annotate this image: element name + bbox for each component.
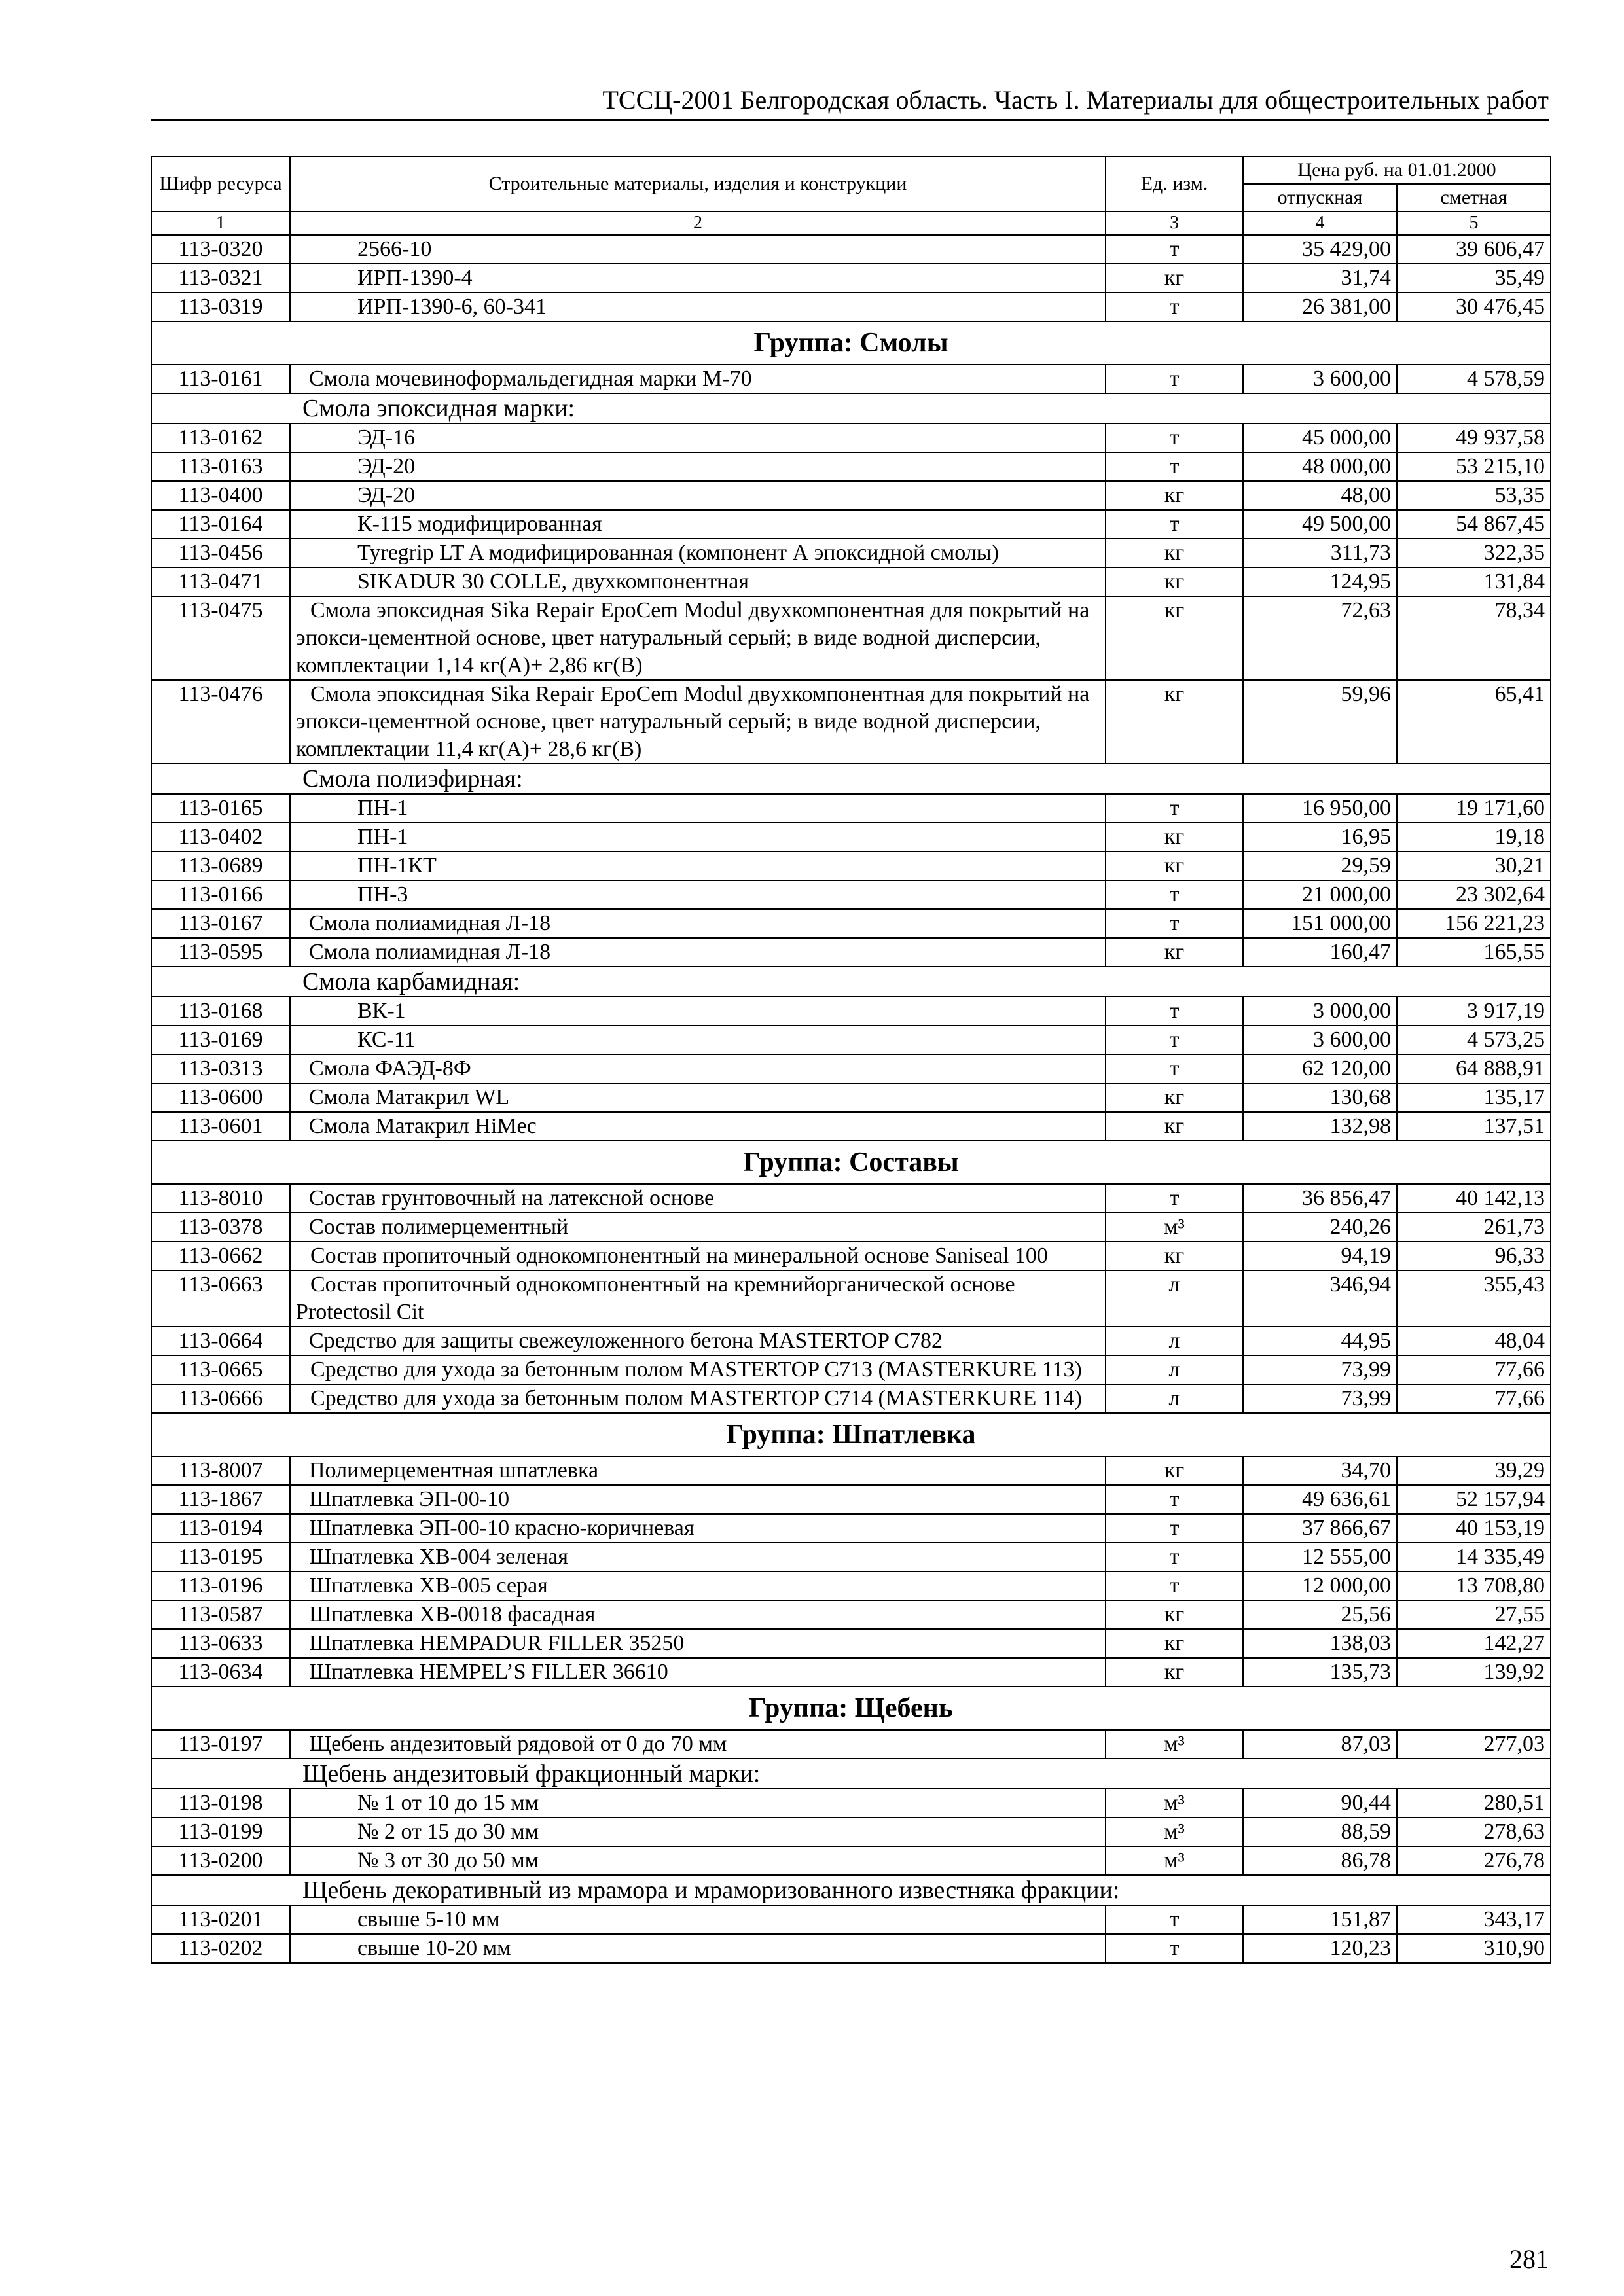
resource-code: 113-0601 xyxy=(151,1112,290,1141)
release-price: 29,59 xyxy=(1243,852,1397,880)
table-row xyxy=(151,823,1551,852)
release-price: 151,87 xyxy=(1243,1905,1397,1934)
unit-cell: л xyxy=(1106,1327,1243,1355)
release-price: 48,00 xyxy=(1243,481,1397,510)
resource-code: 113-0162 xyxy=(151,423,290,452)
estimate-price: 53,35 xyxy=(1397,481,1551,510)
estimate-price: 135,17 xyxy=(1397,1083,1551,1112)
release-price: 94,19 xyxy=(1243,1242,1397,1270)
material-name: ПН-1 xyxy=(290,823,1106,852)
table-row xyxy=(151,1184,1551,1213)
release-price: 87,03 xyxy=(1243,1730,1397,1759)
material-name: Средство для ухода за бетонным полом MASTERTOP C713 (MASTERKURE 113) xyxy=(290,1355,1106,1384)
resource-code: 113-0163 xyxy=(151,452,290,481)
resource-code: 113-0663 xyxy=(151,1270,290,1327)
release-price: 34,70 xyxy=(1243,1456,1397,1485)
estimate-price: 78,34 xyxy=(1397,596,1551,680)
estimate-price: 139,92 xyxy=(1397,1658,1551,1687)
subgroup-row xyxy=(151,1875,1551,1905)
subgroup-row xyxy=(151,764,1551,794)
table-row xyxy=(151,1789,1551,1818)
table-row xyxy=(151,1730,1551,1759)
subgroup-title: Смола полиэфирная: xyxy=(151,764,1551,794)
resource-code: 113-0164 xyxy=(151,510,290,539)
subgroup-title: Смола эпоксидная марки: xyxy=(151,393,1551,423)
unit-cell: т xyxy=(1106,1934,1243,1963)
table-row xyxy=(151,1242,1551,1270)
material-name: ПН-1КТ xyxy=(290,852,1106,880)
material-name: ПН-1 xyxy=(290,794,1106,823)
unit-cell: т xyxy=(1106,1905,1243,1934)
unit-cell: кг xyxy=(1106,680,1243,764)
estimate-price: 39 606,47 xyxy=(1397,235,1551,264)
estimate-price: 19,18 xyxy=(1397,823,1551,852)
unit-cell: т xyxy=(1106,1026,1243,1054)
table-row xyxy=(151,1846,1551,1875)
col-number: 4 xyxy=(1243,211,1397,235)
col-number: 1 xyxy=(151,211,290,235)
resource-code: 113-1867 xyxy=(151,1485,290,1514)
col-header-price: Цена руб. на 01.01.2000 xyxy=(1243,156,1551,184)
release-price: 90,44 xyxy=(1243,1789,1397,1818)
group-title: Группа: Щебень xyxy=(151,1687,1551,1730)
resource-code: 113-8007 xyxy=(151,1456,290,1485)
material-name: ПН-3 xyxy=(290,880,1106,909)
resource-code: 113-0476 xyxy=(151,680,290,764)
unit-cell: т xyxy=(1106,880,1243,909)
table-row xyxy=(151,1083,1551,1112)
material-name: Шпатлевка ХВ-004 зеленая xyxy=(290,1543,1106,1571)
release-price: 12 000,00 xyxy=(1243,1571,1397,1600)
material-name: Смола эпоксидная Sika Repair EpoCem Modul двухкомпонентная для покрытий на эпокси-цементной основе, цвет натуральный серый; в виде водной дисперсии, комплектации 11,4 кг(А)+ 28,6 кг(В) xyxy=(290,680,1106,764)
unit-cell: т xyxy=(1106,909,1243,938)
col-header-unit: Ед. изм. xyxy=(1106,156,1243,211)
release-price: 88,59 xyxy=(1243,1818,1397,1846)
resource-code: 113-0197 xyxy=(151,1730,290,1759)
material-name: Состав полимерцементный xyxy=(290,1213,1106,1242)
estimate-price: 64 888,91 xyxy=(1397,1054,1551,1083)
table-row xyxy=(151,365,1551,393)
unit-cell: кг xyxy=(1106,1658,1243,1687)
price-table xyxy=(151,156,1551,1964)
resource-code: 113-0456 xyxy=(151,539,290,567)
release-price: 45 000,00 xyxy=(1243,423,1397,452)
resource-code: 113-0200 xyxy=(151,1846,290,1875)
resource-code: 113-0169 xyxy=(151,1026,290,1054)
estimate-price: 165,55 xyxy=(1397,938,1551,967)
unit-cell: кг xyxy=(1106,264,1243,293)
subgroup-row xyxy=(151,393,1551,423)
unit-cell: т xyxy=(1106,1543,1243,1571)
group-title: Группа: Смолы xyxy=(151,321,1551,365)
estimate-price: 156 221,23 xyxy=(1397,909,1551,938)
estimate-price: 343,17 xyxy=(1397,1905,1551,1934)
material-name: Шпатлевка HEMPEL’S FILLER 36610 xyxy=(290,1658,1106,1687)
document-title: ТССЦ-2001 Белгородская область. Часть I. Материалы для общестроительных работ xyxy=(602,85,1549,115)
resource-code: 113-0595 xyxy=(151,938,290,967)
release-price: 73,99 xyxy=(1243,1355,1397,1384)
resource-code: 113-0194 xyxy=(151,1514,290,1543)
resource-code: 113-0320 xyxy=(151,235,290,264)
resource-code: 113-0633 xyxy=(151,1629,290,1658)
estimate-price: 4 578,59 xyxy=(1397,365,1551,393)
resource-code: 113-0201 xyxy=(151,1905,290,1934)
estimate-price: 280,51 xyxy=(1397,1789,1551,1818)
release-price: 72,63 xyxy=(1243,596,1397,680)
estimate-price: 96,33 xyxy=(1397,1242,1551,1270)
resource-code: 113-0198 xyxy=(151,1789,290,1818)
table-row xyxy=(151,264,1551,293)
material-name: Смола мочевиноформальдегидная марки М-70 xyxy=(290,365,1106,393)
estimate-price: 77,66 xyxy=(1397,1355,1551,1384)
estimate-price: 355,43 xyxy=(1397,1270,1551,1327)
estimate-price: 13 708,80 xyxy=(1397,1571,1551,1600)
unit-cell: кг xyxy=(1106,1629,1243,1658)
col-number: 2 xyxy=(290,211,1106,235)
estimate-price: 276,78 xyxy=(1397,1846,1551,1875)
resource-code: 113-0195 xyxy=(151,1543,290,1571)
table-row xyxy=(151,938,1551,967)
release-price: 124,95 xyxy=(1243,567,1397,596)
release-price: 37 866,67 xyxy=(1243,1514,1397,1543)
material-name: Смола Матакрил WL xyxy=(290,1083,1106,1112)
estimate-price: 65,41 xyxy=(1397,680,1551,764)
resource-code: 113-0202 xyxy=(151,1934,290,1963)
estimate-price: 49 937,58 xyxy=(1397,423,1551,452)
material-name: SIKADUR 30 COLLE, двухкомпонентная xyxy=(290,567,1106,596)
material-name: Полимерцементная шпатлевка xyxy=(290,1456,1106,1485)
unit-cell: т xyxy=(1106,1571,1243,1600)
estimate-price: 54 867,45 xyxy=(1397,510,1551,539)
material-name: ИРП-1390-6, 60-341 xyxy=(290,293,1106,321)
resource-code: 113-0161 xyxy=(151,365,290,393)
table-row xyxy=(151,1026,1551,1054)
estimate-price: 53 215,10 xyxy=(1397,452,1551,481)
release-price: 36 856,47 xyxy=(1243,1184,1397,1213)
resource-code: 113-0600 xyxy=(151,1083,290,1112)
unit-cell: т xyxy=(1106,1184,1243,1213)
material-name: Средство для ухода за бетонным полом MASTERTOP C714 (MASTERKURE 114) xyxy=(290,1384,1106,1413)
resource-code: 113-0662 xyxy=(151,1242,290,1270)
table-row xyxy=(151,1818,1551,1846)
unit-cell: кг xyxy=(1106,823,1243,852)
release-price: 135,73 xyxy=(1243,1658,1397,1687)
material-name: Смола полиамидная Л-18 xyxy=(290,938,1106,967)
material-name: Шпатлевка ХВ-005 серая xyxy=(290,1571,1106,1600)
material-name: № 2 от 15 до 30 мм xyxy=(290,1818,1106,1846)
resource-code: 113-0196 xyxy=(151,1571,290,1600)
estimate-price: 14 335,49 xyxy=(1397,1543,1551,1571)
material-name: ЭД-20 xyxy=(290,481,1106,510)
group-row xyxy=(151,1413,1551,1456)
material-name: 2566-10 xyxy=(290,235,1106,264)
table-row xyxy=(151,1384,1551,1413)
resource-code: 113-0165 xyxy=(151,794,290,823)
subgroup-title: Щебень андезитовый фракционный марки: xyxy=(151,1759,1551,1789)
release-price: 240,26 xyxy=(1243,1213,1397,1242)
release-price: 26 381,00 xyxy=(1243,293,1397,321)
group-row xyxy=(151,1687,1551,1730)
unit-cell: т xyxy=(1106,365,1243,393)
release-price: 3 600,00 xyxy=(1243,365,1397,393)
table-row xyxy=(151,1213,1551,1242)
unit-cell: т xyxy=(1106,510,1243,539)
release-price: 311,73 xyxy=(1243,539,1397,567)
table-row xyxy=(151,880,1551,909)
resource-code: 113-0665 xyxy=(151,1355,290,1384)
release-price: 31,74 xyxy=(1243,264,1397,293)
table-row xyxy=(151,539,1551,567)
table-row xyxy=(151,680,1551,764)
unit-cell: кг xyxy=(1106,539,1243,567)
release-price: 132,98 xyxy=(1243,1112,1397,1141)
release-price: 59,96 xyxy=(1243,680,1397,764)
resource-code: 113-8010 xyxy=(151,1184,290,1213)
material-name: № 1 от 10 до 15 мм xyxy=(290,1789,1106,1818)
unit-cell: л xyxy=(1106,1384,1243,1413)
subgroup-row xyxy=(151,967,1551,997)
release-price: 160,47 xyxy=(1243,938,1397,967)
group-row xyxy=(151,321,1551,365)
unit-cell: т xyxy=(1106,1485,1243,1514)
table-header xyxy=(151,156,1551,235)
unit-cell: кг xyxy=(1106,1083,1243,1112)
estimate-price: 40 153,19 xyxy=(1397,1514,1551,1543)
release-price: 120,23 xyxy=(1243,1934,1397,1963)
release-price: 21 000,00 xyxy=(1243,880,1397,909)
resource-code: 113-0321 xyxy=(151,264,290,293)
release-price: 25,56 xyxy=(1243,1600,1397,1629)
resource-code: 113-0634 xyxy=(151,1658,290,1687)
table-row xyxy=(151,452,1551,481)
material-name: Шпатлевка ХВ-0018 фасадная xyxy=(290,1600,1106,1629)
unit-cell: м³ xyxy=(1106,1846,1243,1875)
table-row xyxy=(151,481,1551,510)
release-price: 346,94 xyxy=(1243,1270,1397,1327)
material-name: Шпатлевка ЭП-00-10 xyxy=(290,1485,1106,1514)
estimate-price: 40 142,13 xyxy=(1397,1184,1551,1213)
estimate-price: 261,73 xyxy=(1397,1213,1551,1242)
estimate-price: 52 157,94 xyxy=(1397,1485,1551,1514)
subgroup-title: Щебень декоративный из мрамора и мраморизованного известняка фракции: xyxy=(151,1875,1551,1905)
unit-cell: м³ xyxy=(1106,1789,1243,1818)
table-row xyxy=(151,567,1551,596)
estimate-price: 35,49 xyxy=(1397,264,1551,293)
table-row xyxy=(151,1355,1551,1384)
release-price: 44,95 xyxy=(1243,1327,1397,1355)
estimate-price: 310,90 xyxy=(1397,1934,1551,1963)
release-price: 62 120,00 xyxy=(1243,1054,1397,1083)
unit-cell: м³ xyxy=(1106,1213,1243,1242)
group-title: Группа: Составы xyxy=(151,1141,1551,1184)
unit-cell: кг xyxy=(1106,1456,1243,1485)
unit-cell: кг xyxy=(1106,938,1243,967)
release-price: 49 636,61 xyxy=(1243,1485,1397,1514)
resource-code: 113-0689 xyxy=(151,852,290,880)
estimate-price: 4 573,25 xyxy=(1397,1026,1551,1054)
release-price: 35 429,00 xyxy=(1243,235,1397,264)
resource-code: 113-0666 xyxy=(151,1384,290,1413)
resource-code: 113-0587 xyxy=(151,1600,290,1629)
material-name: К-115 модифицированная xyxy=(290,510,1106,539)
release-price: 49 500,00 xyxy=(1243,510,1397,539)
estimate-price: 131,84 xyxy=(1397,567,1551,596)
estimate-price: 278,63 xyxy=(1397,1818,1551,1846)
subgroup-title: Смола карбамидная: xyxy=(151,967,1551,997)
table-row xyxy=(151,1270,1551,1327)
estimate-price: 19 171,60 xyxy=(1397,794,1551,823)
resource-code: 113-0199 xyxy=(151,1818,290,1846)
resource-code: 113-0166 xyxy=(151,880,290,909)
material-name: Шпатлевка HEMPADUR FILLER 35250 xyxy=(290,1629,1106,1658)
release-price: 130,68 xyxy=(1243,1083,1397,1112)
resource-code: 113-0475 xyxy=(151,596,290,680)
table-row xyxy=(151,293,1551,321)
material-name: КС-11 xyxy=(290,1026,1106,1054)
unit-cell: т xyxy=(1106,235,1243,264)
unit-cell: кг xyxy=(1106,481,1243,510)
estimate-price: 27,55 xyxy=(1397,1600,1551,1629)
resource-code: 113-0168 xyxy=(151,997,290,1026)
table-row xyxy=(151,1456,1551,1485)
table-row xyxy=(151,1054,1551,1083)
material-name: Щебень андезитовый рядовой от 0 до 70 мм xyxy=(290,1730,1106,1759)
release-price: 151 000,00 xyxy=(1243,909,1397,938)
release-price: 138,03 xyxy=(1243,1629,1397,1658)
table-body xyxy=(151,235,1551,1963)
material-name: ИРП-1390-4 xyxy=(290,264,1106,293)
material-name: Средство для защиты свежеуложенного бетона MASTERTOP C782 xyxy=(290,1327,1106,1355)
resource-code: 113-0319 xyxy=(151,293,290,321)
estimate-price: 48,04 xyxy=(1397,1327,1551,1355)
estimate-price: 30 476,45 xyxy=(1397,293,1551,321)
table-row xyxy=(151,909,1551,938)
col-header-release: отпускная xyxy=(1243,184,1397,211)
table-row xyxy=(151,1934,1551,1963)
table-row xyxy=(151,1543,1551,1571)
estimate-price: 137,51 xyxy=(1397,1112,1551,1141)
unit-cell: кг xyxy=(1106,852,1243,880)
release-price: 16,95 xyxy=(1243,823,1397,852)
material-name: Состав пропиточный однокомпонентный на минеральной основе Saniseal 100 xyxy=(290,1242,1106,1270)
unit-cell: т xyxy=(1106,1054,1243,1083)
table-row xyxy=(151,1327,1551,1355)
material-name: Смола полиамидная Л-18 xyxy=(290,909,1106,938)
table-row xyxy=(151,852,1551,880)
unit-cell: т xyxy=(1106,997,1243,1026)
resource-code: 113-0402 xyxy=(151,823,290,852)
table-row xyxy=(151,510,1551,539)
estimate-price: 77,66 xyxy=(1397,1384,1551,1413)
unit-cell: кг xyxy=(1106,1600,1243,1629)
material-name: Смола ФАЭД-8Ф xyxy=(290,1054,1106,1083)
material-name: Состав пропиточный однокомпонентный на кремнийорганической основе Protectosil Cit xyxy=(290,1270,1106,1327)
unit-cell: м³ xyxy=(1106,1818,1243,1846)
release-price: 73,99 xyxy=(1243,1384,1397,1413)
unit-cell: т xyxy=(1106,423,1243,452)
unit-cell: кг xyxy=(1106,1112,1243,1141)
resource-code: 113-0167 xyxy=(151,909,290,938)
estimate-price: 142,27 xyxy=(1397,1629,1551,1658)
estimate-price: 3 917,19 xyxy=(1397,997,1551,1026)
page-number: 281 xyxy=(1509,2244,1549,2274)
resource-code: 113-0471 xyxy=(151,567,290,596)
resource-code: 113-0664 xyxy=(151,1327,290,1355)
release-price: 16 950,00 xyxy=(1243,794,1397,823)
release-price: 86,78 xyxy=(1243,1846,1397,1875)
table-row xyxy=(151,794,1551,823)
unit-cell: л xyxy=(1106,1355,1243,1384)
estimate-price: 322,35 xyxy=(1397,539,1551,567)
table-row xyxy=(151,423,1551,452)
material-name: Смола Матакрил HiMec xyxy=(290,1112,1106,1141)
table-row xyxy=(151,1514,1551,1543)
release-price: 3 000,00 xyxy=(1243,997,1397,1026)
material-name: Состав грунтовочный на латексной основе xyxy=(290,1184,1106,1213)
material-name: Смола эпоксидная Sika Repair EpoCem Modul двухкомпонентная для покрытий на эпокси-цементной основе, цвет натуральный серый; в виде водной дисперсии, комплектации 1,14 кг(А)+ 2,86 кг(В) xyxy=(290,596,1106,680)
unit-cell: м³ xyxy=(1106,1730,1243,1759)
table-row xyxy=(151,1112,1551,1141)
material-name: Tyregrip LT A модифицированная (компонент А эпоксидной смолы) xyxy=(290,539,1106,567)
material-name: ЭД-16 xyxy=(290,423,1106,452)
estimate-price: 277,03 xyxy=(1397,1730,1551,1759)
resource-code: 113-0400 xyxy=(151,481,290,510)
col-header-estimate: сметная xyxy=(1397,184,1551,211)
material-name: свыше 10-20 мм xyxy=(290,1934,1106,1963)
subgroup-row xyxy=(151,1759,1551,1789)
resource-code: 113-0378 xyxy=(151,1213,290,1242)
table-row xyxy=(151,1905,1551,1934)
col-header-name: Строительные материалы, изделия и конструкции xyxy=(290,156,1106,211)
resource-code: 113-0313 xyxy=(151,1054,290,1083)
material-name: ЭД-20 xyxy=(290,452,1106,481)
release-price: 3 600,00 xyxy=(1243,1026,1397,1054)
table-row xyxy=(151,1629,1551,1658)
unit-cell: т xyxy=(1106,794,1243,823)
unit-cell: кг xyxy=(1106,1242,1243,1270)
release-price: 48 000,00 xyxy=(1243,452,1397,481)
unit-cell: т xyxy=(1106,1514,1243,1543)
unit-cell: кг xyxy=(1106,567,1243,596)
unit-cell: л xyxy=(1106,1270,1243,1327)
table-row xyxy=(151,596,1551,680)
material-name: ВК-1 xyxy=(290,997,1106,1026)
group-title: Группа: Шпатлевка xyxy=(151,1413,1551,1456)
unit-cell: т xyxy=(1106,293,1243,321)
col-header-code: Шифр ресурса xyxy=(151,156,290,211)
col-number: 3 xyxy=(1106,211,1243,235)
table-row xyxy=(151,1600,1551,1629)
group-row xyxy=(151,1141,1551,1184)
table-row xyxy=(151,997,1551,1026)
table-row xyxy=(151,1658,1551,1687)
col-number: 5 xyxy=(1397,211,1551,235)
table-row xyxy=(151,235,1551,264)
estimate-price: 39,29 xyxy=(1397,1456,1551,1485)
unit-cell: кг xyxy=(1106,596,1243,680)
material-name: свыше 5-10 мм xyxy=(290,1905,1106,1934)
table-row xyxy=(151,1485,1551,1514)
material-name: Шпатлевка ЭП-00-10 красно-коричневая xyxy=(290,1514,1106,1543)
estimate-price: 23 302,64 xyxy=(1397,880,1551,909)
page-header xyxy=(151,79,1549,121)
estimate-price: 30,21 xyxy=(1397,852,1551,880)
unit-cell: т xyxy=(1106,452,1243,481)
material-name: № 3 от 30 до 50 мм xyxy=(290,1846,1106,1875)
release-price: 12 555,00 xyxy=(1243,1543,1397,1571)
table-row xyxy=(151,1571,1551,1600)
